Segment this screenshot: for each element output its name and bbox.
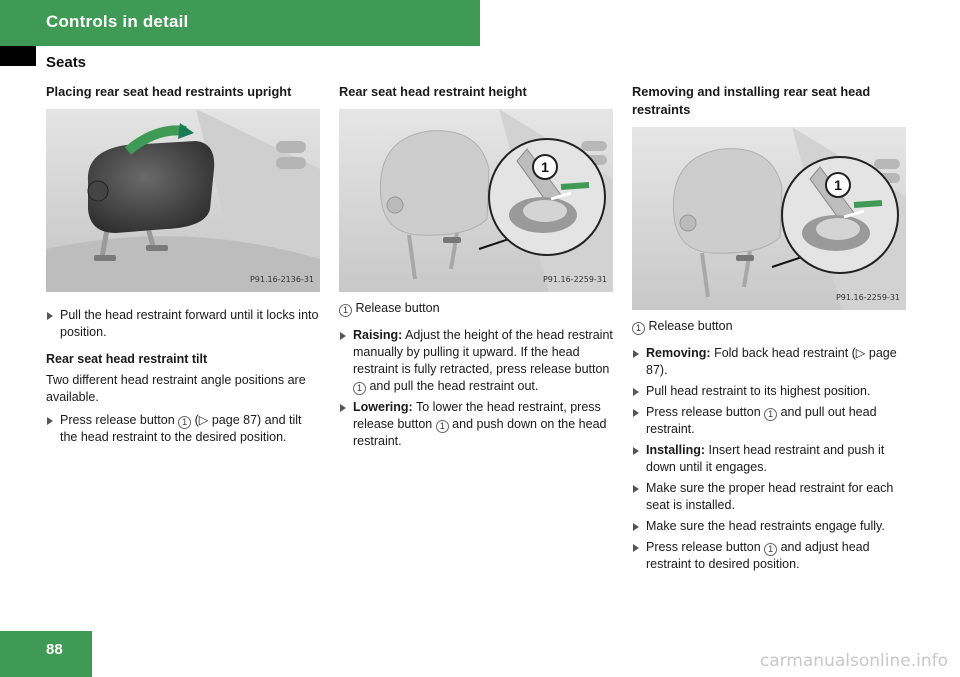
column-3 xyxy=(632,83,908,577)
legend-release-button: 1 Release button xyxy=(632,318,908,335)
figure-head-restraint-height xyxy=(339,109,613,292)
black-tab xyxy=(0,46,36,66)
bullet-pull-forward: Pull the head restraint forward until it locks into position. xyxy=(46,307,322,341)
page-number-box xyxy=(0,631,92,677)
watermark: carmanualsonline.info xyxy=(759,651,948,671)
head-restraint-removal-illustration xyxy=(632,127,906,310)
heading-removing: Removing and installing rear seat head restraints xyxy=(632,84,871,117)
bullet-removing: Removing: Fold back head restraint (▷ page 87). xyxy=(632,345,908,379)
bullet-raising: Raising: Adjust the height of the head restraint manually by pulling it upward. If the head restraint is fully retracted, press release button 1 and pull the head restraint out. xyxy=(339,327,615,395)
page-subtitle: Seats xyxy=(46,54,87,71)
legend-release-button: 1 Release button xyxy=(339,300,615,317)
bullet-press-pull-out: Press release button 1 and pull out head restraint. xyxy=(632,404,908,438)
head-restraint-height-illustration xyxy=(339,109,613,292)
bullet-proper-restraint: Make sure the proper head restraint for each seat is installed. xyxy=(632,480,908,514)
figure-code: P91.16-2259-31 xyxy=(835,293,900,302)
figure-head-restraint-removal xyxy=(632,127,906,310)
column-1 xyxy=(46,83,322,450)
header-band xyxy=(0,0,480,46)
bullet-adjust: Press release button 1 and adjust head restraint to desired position. xyxy=(632,539,908,573)
heading-height: Rear seat head restraint height xyxy=(339,84,527,99)
figure-head-restraint-upright xyxy=(46,109,320,292)
figure-code: P91.16-2136-31 xyxy=(249,275,314,284)
bullet-lowering: Lowering: To lower the head restraint, press release button 1 and push down on the head restraint. xyxy=(339,399,615,450)
bullet-press-tilt: Press release button 1 (▷ page 87) and tilt the head restraint to the desired position. xyxy=(46,412,322,446)
head-restraint-upright-illustration xyxy=(46,109,320,292)
page-number: 88 xyxy=(46,641,63,658)
tilt-description: Two different head restraint angle positions are available. xyxy=(46,373,306,404)
callout-1-label: 1 xyxy=(834,177,842,193)
subheading-tilt: Rear seat head restraint tilt xyxy=(46,352,208,366)
callout-1-label: 1 xyxy=(541,159,549,175)
figure-code: P91.16-2259-31 xyxy=(542,275,607,284)
section-title: Controls in detail xyxy=(46,12,189,31)
bullet-installing: Installing: Insert head restraint and push it down until it engages. xyxy=(632,442,908,476)
heading-upright: Placing rear seat head restraints upright xyxy=(46,84,292,99)
callout-number: 1 xyxy=(178,416,191,429)
bullet-highest-position: Pull head restraint to its highest position. xyxy=(632,383,908,400)
column-2 xyxy=(339,83,615,454)
bullet-engage-fully: Make sure the head restraints engage fully. xyxy=(632,518,908,535)
